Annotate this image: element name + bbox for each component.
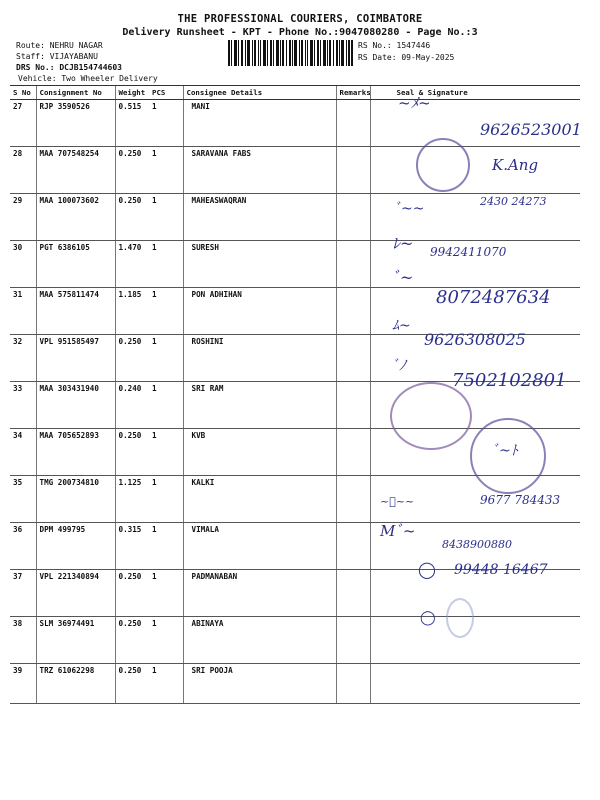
cell-consignment-no: DPM 499795 [36,523,115,570]
cell-pcs: 1 [149,100,183,147]
handwritten-phone-row38b: 99448 16467 [454,562,548,578]
cell-consignment-no: VPL 951585497 [36,335,115,382]
cell-consignment-no: MAA 100073602 [36,194,115,241]
cell-consignment-no: MAA 575811474 [36,288,115,335]
cell-consignment-no: MAA 707548254 [36,147,115,194]
col-header-seal-signature: Seal & Signature [370,86,580,100]
col-header-remarks: Remarks [336,86,370,100]
cell-pcs: 1 [149,241,183,288]
rs-date: RS Date: 09-May-2025 [358,53,455,62]
handwritten-phone-row33: 7502102801 [452,370,567,391]
cell-sno: 39 [10,664,36,704]
cell-remarks [336,476,370,523]
cell-weight: 0.315 [115,523,149,570]
table-header-row [10,86,580,100]
cell-consignment-no: TRZ 61062298 [36,664,115,704]
signature-mani: ~ﾒ~ [398,94,431,112]
signature-row39: ◯ [420,610,436,626]
cell-sno: 35 [10,476,36,523]
rs-number: RS No.: 1547446 [358,41,431,50]
handwritten-phone-row32: 9626308025 [424,330,526,349]
handwritten-phone-row29: 2430 24273 [480,195,547,208]
cell-consignee: PON ADHIHAN [183,288,336,335]
cell-consignee: MANI [183,100,336,147]
cell-consignee: VIMALA [183,523,336,570]
stamp-row34 [390,382,472,450]
col-header-pcs: PCS [149,86,183,100]
signature-row30: ﾚ~ [392,234,414,253]
signature-row37: ~ﾞ~~ [380,495,415,508]
cell-sno: 27 [10,100,36,147]
cell-remarks [336,570,370,617]
signature-row38: Mﾞ~ [380,522,416,540]
cell-consignee: SURESH [183,241,336,288]
staff-label: Staff: VIJAYABANU [16,52,98,61]
drs-number: DRS No.: DCJB154744603 [16,63,122,72]
col-header-consignee: Consignee Details [183,86,336,100]
cell-remarks [336,617,370,664]
signature-row35: ﾞ~ﾄ [492,443,518,459]
cell-sno: 29 [10,194,36,241]
barcode-image [228,40,353,66]
cell-weight: 0.515 [115,100,149,147]
cell-sno: 28 [10,147,36,194]
stamp-row39 [446,598,474,638]
cell-sno: 34 [10,429,36,476]
cell-weight: 0.250 [115,194,149,241]
cell-pcs: 1 [149,147,183,194]
cell-weight: 0.250 [115,429,149,476]
cell-consignment-no: VPL 221340894 [36,570,115,617]
cell-pcs: 1 [149,429,183,476]
cell-consignee: SRI RAM [183,382,336,429]
cell-pcs: 1 [149,476,183,523]
cell-pcs: 1 [149,664,183,704]
table-row [10,664,580,704]
cell-consignment-no: MAA 705652893 [36,429,115,476]
runsheet-subtitle: Delivery Runsheet - KPT - Phone No.:9047080280 - Page No.:3 [122,27,478,38]
company-title: THE PROFESSIONAL COURIERS, COIMBATORE [177,13,423,25]
cell-sno: 36 [10,523,36,570]
cell-pcs: 1 [149,335,183,382]
handwritten-signature-row28: K.Ang [492,156,539,174]
delivery-runsheet-table [10,85,580,704]
cell-remarks [336,288,370,335]
cell-pcs: 1 [149,523,183,570]
cell-consignee: ROSHINI [183,335,336,382]
cell-pcs: 1 [149,288,183,335]
table-row [10,617,580,664]
cell-sno: 30 [10,241,36,288]
cell-weight: 0.250 [115,147,149,194]
cell-seal-signature [370,617,580,664]
col-header-sno: S No [10,86,36,100]
cell-consignee: PADMANABAN [183,570,336,617]
cell-consignment-no: MAA 303431940 [36,382,115,429]
cell-pcs: 1 [149,617,183,664]
handwritten-phone-row30: 9942411070 [430,245,507,259]
col-header-consignment: Consignment No [36,86,115,100]
route-label: Route: NEHRU NAGAR [16,41,103,50]
cell-consignment-no: RJP 3590526 [36,100,115,147]
cell-pcs: 1 [149,194,183,241]
cell-consignee: MAHEASWAQRAN [183,194,336,241]
handwritten-phone-row37: 9677 784433 [480,493,561,507]
cell-consignee: ABINAYA [183,617,336,664]
stamp-row28 [416,138,470,192]
cell-sno: 37 [10,570,36,617]
cell-consignment-no: TMG 200734810 [36,476,115,523]
cell-seal-signature [370,664,580,704]
signature-row31: ﾞ~ [392,268,414,287]
cell-consignee: SARAVANA FABS [183,147,336,194]
cell-consignee: KVB [183,429,336,476]
cell-consignee: SRI POOJA [183,664,336,704]
signature-circle-row38: ◯ [418,560,436,579]
signature-row29: ﾞ~~ [394,201,425,217]
cell-sno: 32 [10,335,36,382]
signature-row33: ﾞﾉ [392,358,406,374]
cell-weight: 1.125 [115,476,149,523]
handwritten-phone-row31: 8072487634 [436,287,551,308]
cell-weight: 0.250 [115,664,149,704]
cell-weight: 1.470 [115,241,149,288]
handwritten-phone-row38: 8438900880 [442,538,512,551]
cell-remarks [336,100,370,147]
cell-weight: 0.250 [115,570,149,617]
cell-consignee: KALKI [183,476,336,523]
cell-weight: 0.250 [115,617,149,664]
cell-sno: 38 [10,617,36,664]
cell-sno: 31 [10,288,36,335]
cell-remarks [336,664,370,704]
cell-remarks [336,335,370,382]
stamp-row35 [470,418,546,494]
handwritten-phone-row27: 9626523001 [480,120,582,139]
cell-pcs: 1 [149,382,183,429]
cell-seal-signature [370,147,580,194]
cell-weight: 1.185 [115,288,149,335]
cell-remarks [336,194,370,241]
vehicle-label: Vehicle: Two Wheeler Delivery [18,74,158,83]
cell-remarks [336,241,370,288]
cell-remarks [336,382,370,429]
cell-weight: 0.250 [115,335,149,382]
cell-consignment-no: PGT 6386105 [36,241,115,288]
cell-sno: 33 [10,382,36,429]
cell-pcs: 1 [149,570,183,617]
cell-weight: 0.240 [115,382,149,429]
col-header-weight: Weight [115,86,149,100]
cell-remarks [336,147,370,194]
cell-remarks [336,429,370,476]
signature-row32: ﾑ~ [392,318,411,334]
cell-consignment-no: SLM 36974491 [36,617,115,664]
cell-remarks [336,523,370,570]
